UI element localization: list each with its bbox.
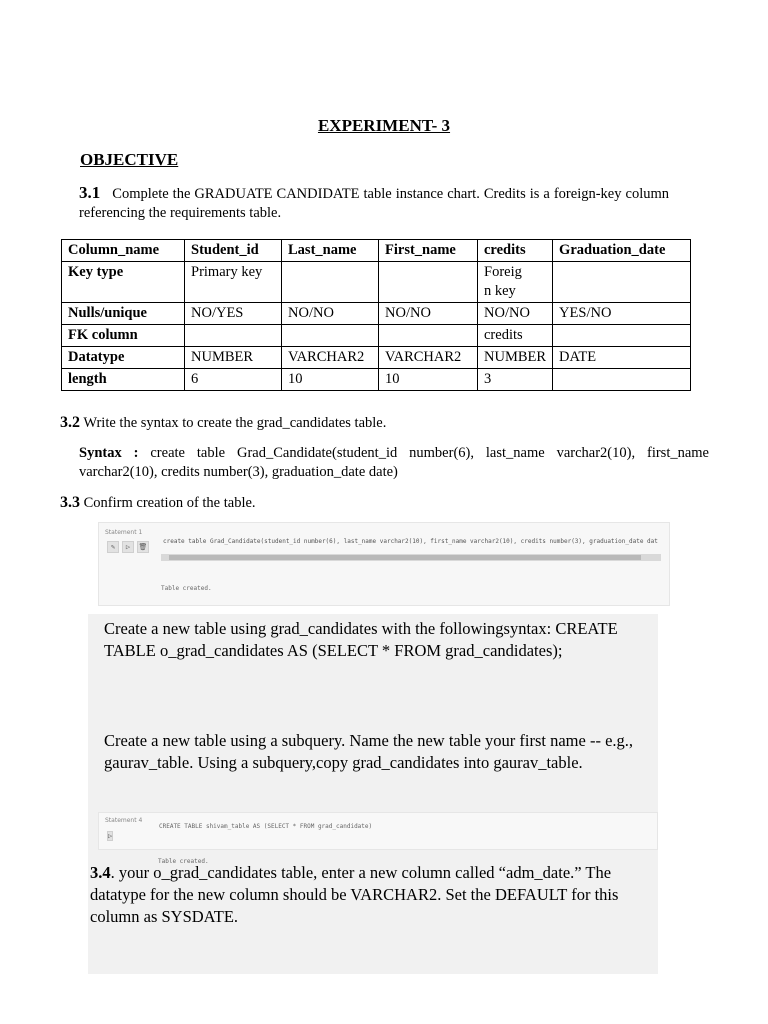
objective-heading: OBJECTIVE — [80, 150, 179, 169]
statement-toolbar — [107, 541, 149, 553]
statement-label: Statement 4 — [105, 817, 143, 824]
row-label: length — [62, 369, 185, 391]
syntax-text: create table Grad_Candidate(student_id number(6), last_name varchar2(10), first_name varchar2(10), credits number(3), graduation_date date) — [79, 445, 709, 480]
table-row — [62, 325, 691, 347]
table-row — [62, 347, 691, 369]
run-icon[interactable]: ▷ — [108, 832, 113, 840]
header-cell: Graduation_date — [553, 240, 691, 262]
section-text: Confirm creation of the table. — [83, 495, 256, 511]
table-cell: YES/NO — [553, 303, 691, 325]
syntax-paragraph — [79, 444, 709, 482]
section-3-3 — [60, 494, 256, 512]
sql-screenshot-1 — [98, 522, 670, 606]
section-text: Complete the GRADUATE CANDIDATE table instance chart. Credits is a foreign-key column referencing the requirements table. — [79, 186, 669, 221]
table-cell: VARCHAR2 — [379, 347, 478, 369]
section-number: 3.1 — [79, 183, 101, 202]
section-text: . your o_grad_candidates table, enter a new column called “adm_date.” The datatype for the new column should be VARCHAR2. Set the DEFAULT for this column as SYSDATE. — [90, 863, 619, 926]
sql-output: Table created. — [161, 585, 212, 592]
table-row — [62, 369, 691, 391]
trash-icon[interactable]: 🗑 — [138, 543, 148, 551]
instance-chart-table — [61, 239, 691, 391]
table-cell: Primary key — [185, 262, 282, 303]
table-cell: 10 — [282, 369, 379, 391]
row-label: Datatype — [62, 347, 185, 369]
table-cell: credits — [478, 325, 553, 347]
table-cell — [185, 325, 282, 347]
run-icon[interactable]: ▷ — [122, 541, 134, 553]
row-label: Nulls/unique — [62, 303, 185, 325]
header-cell: Student_id — [185, 240, 282, 262]
header-cell: Last_name — [282, 240, 379, 262]
row-label: Key type — [62, 262, 185, 303]
table-cell: NO/NO — [379, 303, 478, 325]
table-cell — [553, 369, 691, 391]
table-cell: 10 — [379, 369, 478, 391]
table-row — [62, 303, 691, 325]
instruction-create-table: Create a new table using grad_candidates with the followingsyntax: CREATE TABLE o_grad_candidates AS (SELECT * FROM grad_candidates); — [104, 619, 618, 660]
table-cell: NUMBER — [185, 347, 282, 369]
section-number: 3.2 — [60, 414, 80, 431]
edit-icon[interactable]: ✎ — [107, 541, 119, 553]
section-number: 3.3 — [60, 494, 80, 511]
instruction-subquery: Create a new table using a subquery. Name the new table your first name -- e.g., gaurav_table. Using a subquery,copy grad_candidates into gaurav_table. — [104, 731, 634, 772]
sql-code: create table Grad_Candidate(student_id number(6), last_name varchar2(10), first_name varchar2(10), credits number(3), graduation_date dat — [163, 538, 658, 545]
statement-toolbar — [107, 831, 113, 841]
table-cell — [553, 262, 691, 303]
table-cell — [553, 325, 691, 347]
scrollbar-thumb[interactable] — [169, 555, 641, 560]
header-cell: Column_name — [62, 240, 185, 262]
table-cell: NO/NO — [282, 303, 379, 325]
table-header-row — [62, 240, 691, 262]
table-cell: DATE — [553, 347, 691, 369]
table-cell: Foreig n key — [478, 262, 553, 303]
table-cell: VARCHAR2 — [282, 347, 379, 369]
table-row — [62, 262, 691, 303]
sql-output: Table created. — [158, 858, 209, 865]
sql-code: CREATE TABLE shivam_table AS (SELECT * FROM grad_candidate) — [159, 823, 373, 830]
syntax-label: Syntax : — [79, 445, 139, 461]
table-cell — [379, 325, 478, 347]
table-cell: 3 — [478, 369, 553, 391]
table-cell: NO/NO — [478, 303, 553, 325]
table-cell — [282, 325, 379, 347]
section-3-2 — [60, 414, 386, 432]
table-cell: NUMBER — [478, 347, 553, 369]
statement-label: Statement 1 — [105, 529, 143, 536]
page-title: EXPERIMENT- 3 — [317, 116, 451, 135]
table-cell — [282, 262, 379, 303]
section-3-4 — [90, 862, 650, 928]
section-text: Write the syntax to create the grad_candidates table. — [83, 415, 387, 431]
section-number: 3.4 — [90, 863, 111, 882]
sql-screenshot-2 — [98, 812, 658, 850]
row-label: FK column — [62, 325, 185, 347]
gray-content-block — [88, 614, 658, 974]
section-3-1 — [79, 183, 669, 223]
table-cell: NO/YES — [185, 303, 282, 325]
header-cell: First_name — [379, 240, 478, 262]
table-cell: 6 — [185, 369, 282, 391]
table-cell — [379, 262, 478, 303]
header-cell: credits — [478, 240, 553, 262]
horizontal-scrollbar[interactable] — [161, 554, 661, 561]
